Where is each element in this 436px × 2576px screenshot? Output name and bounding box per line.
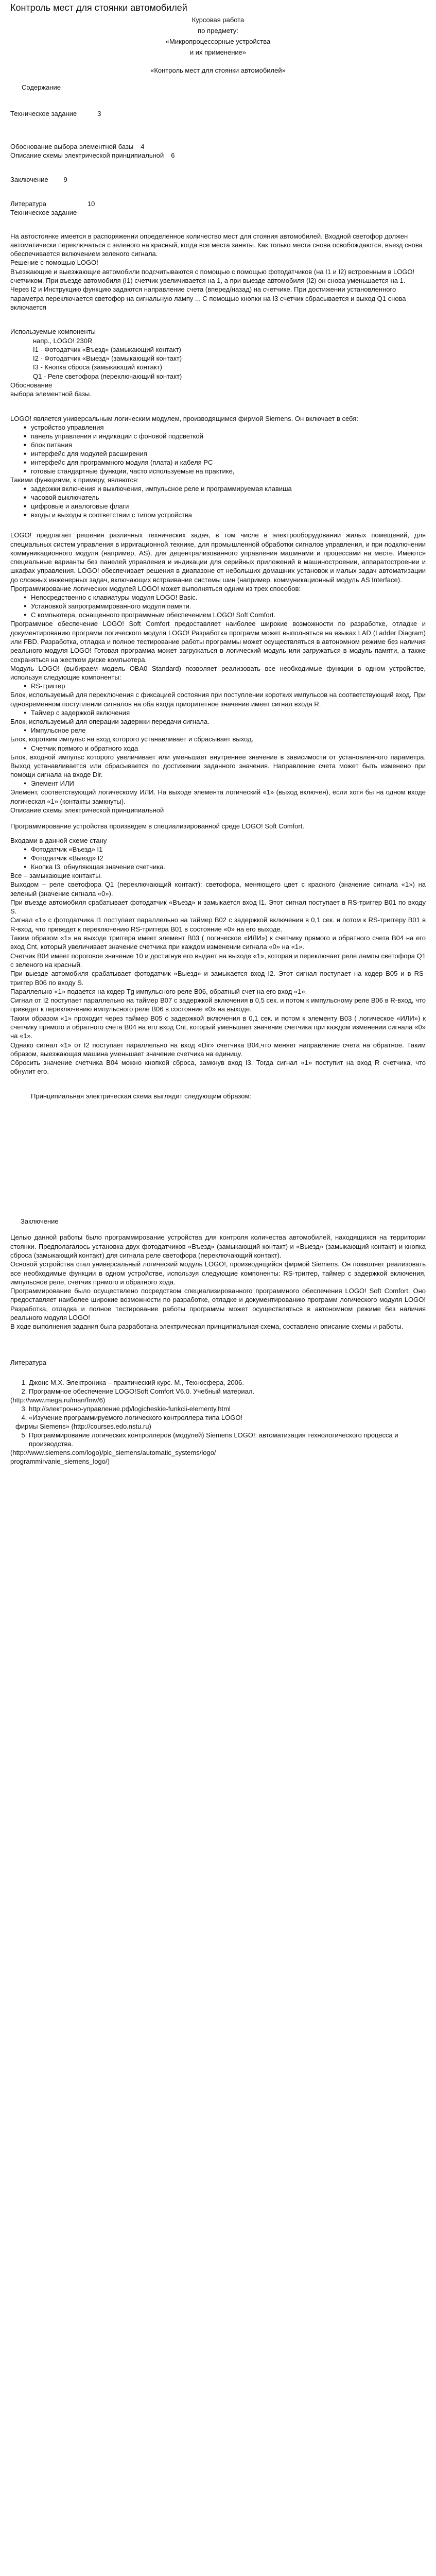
list-item: ● Счетчик прямого и обратного хода xyxy=(31,744,426,753)
toc-page: 9 xyxy=(63,176,67,184)
paragraph: Однако сигнал «1» от I2 поступает параллельно на вход «Dir» счетчика B04,что меняет направление счета на обратное. Таким образом, выезжающая машина уменьшает значение счетчика на единицу. xyxy=(10,1041,426,1058)
functions-list xyxy=(10,484,426,519)
paragraph: Программное обеспечение LOGO! Soft Comfort предоставляет наиболее широкие возможности по разработке, отладке и документированию программ логического модуля LOGO! Разработка программ может выполняться на языках LAD (Ladder Diagram) или FBD. Разработка, отладка и полное тестирование работы программы может осуществляться в автономном режиме без наличия реального модуля LOGO! Готовая программа может загружаться в логический модуль или загружаться в модуль памяти, а также сохраняться на жестком диске компьютера. xyxy=(10,620,426,664)
tz-heading: Техническое задание xyxy=(10,209,77,217)
list-item: 4. «Изучение программируемого логического контроллера типа LOGO! xyxy=(29,1413,426,1422)
paragraph: Таким образом «1» проходит через таймер B05 с задержкой включения в 0,1 сек. и потом к элементу B03 ( логическое «ИЛИ») к счетчику прямого и обратного счета B04 на его вход Cnt, который уменьшает значение счетчика при каждом изменении сигнала «0» на «1». xyxy=(10,1014,426,1040)
paragraph: При въезде автомобиля срабатывает фотодатчик «Въезд» и замыкается вход I1. Этот сигнал поступает в RS-триггер B01 по входу S. xyxy=(10,898,426,916)
list-item: ■ часовой выключатель xyxy=(31,493,426,502)
paragraph: Параллельно «1» подается на кодер Тg импульсного реле B06, обратный счет на его вход «1». xyxy=(10,987,307,995)
item-desc: Блок, коротким импульс на вход которого устанавливает и сбрасывает выход. xyxy=(10,735,254,743)
item-bullet xyxy=(10,779,426,788)
toc-page: 6 xyxy=(171,151,175,160)
list-item: 1. Джонс М.Х. Электроника – практический курс. М., Техносфера, 2006. xyxy=(29,1378,426,1387)
toc-label: Описание схемы электрической принципиальной xyxy=(10,151,164,160)
literature-list xyxy=(10,1431,426,1448)
list-item: ■ задержки включения и выключения, импульсное реле и программируемая клавиша xyxy=(31,484,426,493)
diagram-area xyxy=(10,1100,426,1217)
toc-row[interactable] xyxy=(10,151,426,160)
item-bullet xyxy=(10,708,426,717)
toc-page: 4 xyxy=(141,143,145,151)
list-item: Q1 - Реле светофора (переключающий контакт) xyxy=(33,372,182,380)
paragraph: Программирование логических модулей LOGO! может выполняться одним из трех способов: xyxy=(10,585,301,593)
inputs-list xyxy=(10,845,426,871)
list-item: ■ панель управления и индикации с фоновой подсветкой xyxy=(31,432,426,440)
list-item: ■ блок питания xyxy=(31,440,426,449)
list-item: 5. Программирование логических контроллеров (модулей) Siemens LOGO!: автоматизация технологического процесса и производства. xyxy=(29,1431,426,1448)
list-item: напр., LOGO! 230R xyxy=(33,336,93,345)
paragraph: Программирование устройства произведем в специализированной среде LOGO! Soft Comfort. xyxy=(10,822,304,831)
list-item: ● RS-триггер xyxy=(31,682,426,690)
list-item[interactable]: 3. http://электронно-управление.рф/logicheskie-funkcii-elementy.html xyxy=(29,1404,426,1413)
paragraph: Счетчик B04 имеет пороговое значение 10 и достигнув его выдает на выходе «1», которая и переключает реле лампы светофора Q1 с зеленого на красный. xyxy=(10,952,426,969)
components-heading: Используемые компоненты xyxy=(10,328,96,336)
topic-line: «Контроль мест для стоянки автомобилей» xyxy=(150,66,286,74)
paragraph: Сигнал «1» с фотодатчика I1 поступает параллельно на таймер B02 с задержкой включения в 0,1 сек. и потом к RS-триггеру B01 в R-вход, что приведет к переключению RS-триггера B01 в состояние «0» на его выходе. xyxy=(10,916,426,933)
logo-intro: LOGO! является универсальным логическим модулем, производящимся фирмой Siemens. Он включает в себя: xyxy=(10,414,358,422)
paragraph: Сбросить значение счетчика B04 можно кнопкой сброса, замкнув вход I3. Тогда сигнал «1» поступит на вход R счетчика, что обнулит его. xyxy=(10,1059,426,1076)
literature-link[interactable]: (http://www.mega.ru/man/fmv/6) xyxy=(10,1396,106,1404)
cover-line-4: и их применение» xyxy=(189,48,247,56)
list-item: I3 - Кнопка сброса (замыкающий контакт) xyxy=(33,363,162,371)
cover-line-2: по предмету: xyxy=(198,27,238,35)
toc-page: 3 xyxy=(97,110,101,118)
list-item: ● Импульсное реле xyxy=(31,726,426,735)
literature-link[interactable]: фирмы Siemens» (http://courses.edo.nstu.ru) xyxy=(15,1422,151,1430)
toc-row[interactable] xyxy=(10,175,426,184)
paragraph: Целью данной работы было программирование устройства для контроля количества автомобилей, находящихся на территории стоянки. Предполагалось установка двух фотодатчиков «Въезд» (замыкающий контакт) и «Выезд» (замыкающий контакт) и кнопка сброса (замыкающий контакт) для сигнала реле светофора (переключающий контакт). xyxy=(10,1233,426,1259)
list-item: ■ входы и выходы в соответствии с типом устройства xyxy=(31,511,426,519)
toc-page: 10 xyxy=(87,200,95,208)
inputs-heading: Входами в данной схеме стану xyxy=(10,836,107,844)
item-bullet xyxy=(10,726,426,735)
list-item: ■ интерфейс для программного модуля (плата) и кабеля PC xyxy=(31,458,426,467)
solution-text: Въезжающие и выезжающие автомобили подсчитываются с помощью с помощью фотодатчиков (на I1 и I2) встроенным в LOGO! счетчиком. При въезде автомобиля (I1) счетчик увеличивается на 1, а при выезде автомобиля (I2) он снова уменьшается на 1. Через I2 и Инструкцию функцию задаются направление счета (вперед/назад) на счетчике. При достижении установленного параметра переключается светофор на сигнальную лампу ... С помощью кнопки на I3 счетчик сбрасывается и выход Q1 снова включается xyxy=(10,267,415,311)
paragraph: При выезде автомобиля срабатывает фотодатчик «Выезд» и замыкается вход I2. Этот сигнал поступает на кодер B05 и в RS-триггер B06 по входу S. xyxy=(10,970,426,987)
list-item: ● Фотодатчик «Выезд» I2 xyxy=(31,854,426,862)
paragraph: Модуль LOGO! (выбираем модель OBA0 Standard) позволяет реализовать все необходимые функции в одном устройстве, используя следующие компоненты: xyxy=(10,664,426,682)
list-item: ● Непосредственно с клавиатуры модуля LOGO! Basic. xyxy=(31,593,426,602)
list-item: ■ цифровые и аналоговые флаги xyxy=(31,502,426,511)
conclusion-heading: Заключение xyxy=(21,1217,59,1226)
scheme-heading: Описание схемы электрической принципиальной xyxy=(10,806,164,815)
document-title: Контроль мест для стоянки автомобилей xyxy=(10,3,187,13)
toc-row[interactable] xyxy=(10,142,426,151)
document-page xyxy=(0,2,436,1466)
justification-subheading: выбора элементной базы. xyxy=(10,390,92,398)
list-item: ● Таймер с задержкой включения xyxy=(31,708,426,717)
item-bullet xyxy=(10,682,426,690)
list-item: ● Фотодатчик «Въезд» I1 xyxy=(31,845,426,854)
item-desc: Блок, входной импульс которого увеличивает или уменьшает внутреннее значение в зависимости от установленного параметра. Выход устанавливается или сбрасывается по достижении заданного значения. Направление счета может быть изменено при помощи сигнала на входе Dir. xyxy=(10,753,426,779)
list-item: I2 - Фотодатчик «Выезд» (замыкающий контакт) xyxy=(33,354,182,363)
list-item: ■ устройство управления xyxy=(31,423,426,432)
paragraph: Основой устройства стал универсальный логический модуль LOGO!, производящийся фирмой Siemens. Он позволяет реализовать все необходимые функции в одном устройстве, используя следующие компоненты: RS-триггер, таймер с задержкой включения, импульсное реле, счетчик прямого и обратного хода. xyxy=(10,1260,426,1286)
list-item: ● Элемент ИЛИ xyxy=(31,779,426,788)
tz-text: На автостоянке имеется в распоряжении определенное количество мест для стояния автомобилей. Входной светофор должен автоматически переключаться с зеленого на красный, когда все места заняты. Как только места снова освобождаются, въезд снова обеспечивается включением зеленого сигнала. xyxy=(10,232,423,258)
toc-label: Обоснование выбора элементной базы xyxy=(10,143,134,151)
toc-heading: Содержание xyxy=(22,83,61,91)
toc-row[interactable] xyxy=(10,109,426,118)
paragraph: Программирование было осуществлено посредством специализированного программного обеспечения LOGO! Soft Comfort. Оно предоставляет наиболее широкие возможности по разработке, отладке и документированию программ логического модуля LOGO! Разработка, отладка и полное тестирование работы программы может осуществляться в автономном режиме без наличия реального модуля LOGO! xyxy=(10,1287,426,1322)
cover-line-3: «Микропроцессорные устройства xyxy=(165,38,271,45)
justification-heading: Обоснование xyxy=(10,381,53,389)
toc-row[interactable] xyxy=(10,199,426,208)
list-item: 2. Программное обеспечение LOGO!Soft Comfort V6.0. Учебный материал. xyxy=(29,1387,426,1396)
outputs-line: Все – замыкающие контакты. xyxy=(10,871,102,879)
literature-heading: Литература xyxy=(10,1358,46,1366)
item-bullet xyxy=(10,744,426,753)
toc-label: Литература xyxy=(10,200,46,208)
list-item: ● Кнопка I3, обнуляющая значение счетчика. xyxy=(31,862,426,871)
paragraph: Сигнал от I2 поступает параллельно на таймер B07 с задержкой включения в 0,5 сек. и потом к импульсному реле B06 в R-вход, что приведет к переключению импульсного реле B06 в состояние «0» на выходе. xyxy=(10,996,426,1013)
prog-ways-list xyxy=(10,593,426,619)
item-desc: Элемент, соответствующий логическому ИЛИ. На выходе элемента логический «1» (выход включен), если хотя бы на одном входе логическая «1» (контакты замкнуты). xyxy=(10,788,426,805)
toc-label: Заключение xyxy=(10,176,48,184)
literature-list xyxy=(10,1378,426,1396)
cover-line-1: Курсовая работа xyxy=(191,16,245,24)
literature-list xyxy=(10,1404,426,1422)
diagram-caption: Принципиальная электрическая схема выглядит следующим образом: xyxy=(31,1092,252,1100)
functions-heading: Такими функциями, к примеру, являются: xyxy=(10,476,139,484)
item-desc: Блок, используемый для операции задержки передачи сигнала. xyxy=(10,717,210,725)
paragraph: LOGO! предлагает решения различных технических задач, в том числе в электрооборудовании жилых помещений, для специальных систем управления в ирригационной технике, для промышленной обработки сигналов управления, и при подключении коммуникационного модуля (например, AS), для децентрализованного управления машинами и процессами на месте. Имеются специальные варианты без панелей управления и индикации для серийных приложений в машиностроении, аппаратостроении и шкафах управления. LOGO! обеспечивает решения в диапазоне от небольших домашних установок и малых задач автоматизации до сложных инженерных задач, включающих встраивание системы шин (например, коммуникационный модуль AS Interface). xyxy=(10,531,426,584)
components-list xyxy=(10,336,426,381)
list-item: ■ готовые стандартные функции, часто используемые на практике, xyxy=(31,467,426,476)
literature-link[interactable]: programmirvanie_siemens_logo/) xyxy=(10,1457,110,1465)
paragraph: В ходе выполнения задания была разработана электрическая принципиальная схема, составлено описание схемы и работы. xyxy=(10,1323,404,1331)
paragraph: Таким образом «1» на выходе триггера имеет элемент B03 ( логическое «ИЛИ») к счетчику прямого и обратного счета B04 на его вход Cnt, который увеличивает значение счетчика при каждом изменении сигнала «0» на «1». xyxy=(10,934,426,951)
list-item: I1 - Фотодатчик «Въезд» (замыкающий контакт) xyxy=(33,345,181,353)
list-item: ● Установкой запрограммированного модуля памяти. xyxy=(31,602,426,611)
logo-features-list xyxy=(10,423,426,476)
item-desc: Блок, используемый для переключения с фиксацией состояния при поступлении коротких импульсов на соответствующий вход. При одновременном поступлении сигналов на оба входа приоритетное значение имеет сигнал входа R. xyxy=(10,691,426,708)
toc-label: Техническое задание xyxy=(10,110,77,118)
literature-link[interactable]: (http://www.siemens.com/logo)/plc_siemens/automatic_systems/logo/ xyxy=(10,1448,216,1456)
solution-heading: Решение с помощью LOGO! xyxy=(10,259,98,267)
list-item: ■ интерфейс для модулей расширения xyxy=(31,449,426,458)
paragraph: Выходом – реле светофора Q1 (переключающий контакт): светофора, меняющего цвет с красного (значение сигнала «1») на зеленый (значение сигнала «0»). xyxy=(10,880,426,897)
list-item: ● С компьютера, оснащенного программным обеспечением LOGO! Soft Comfort. xyxy=(31,611,426,619)
